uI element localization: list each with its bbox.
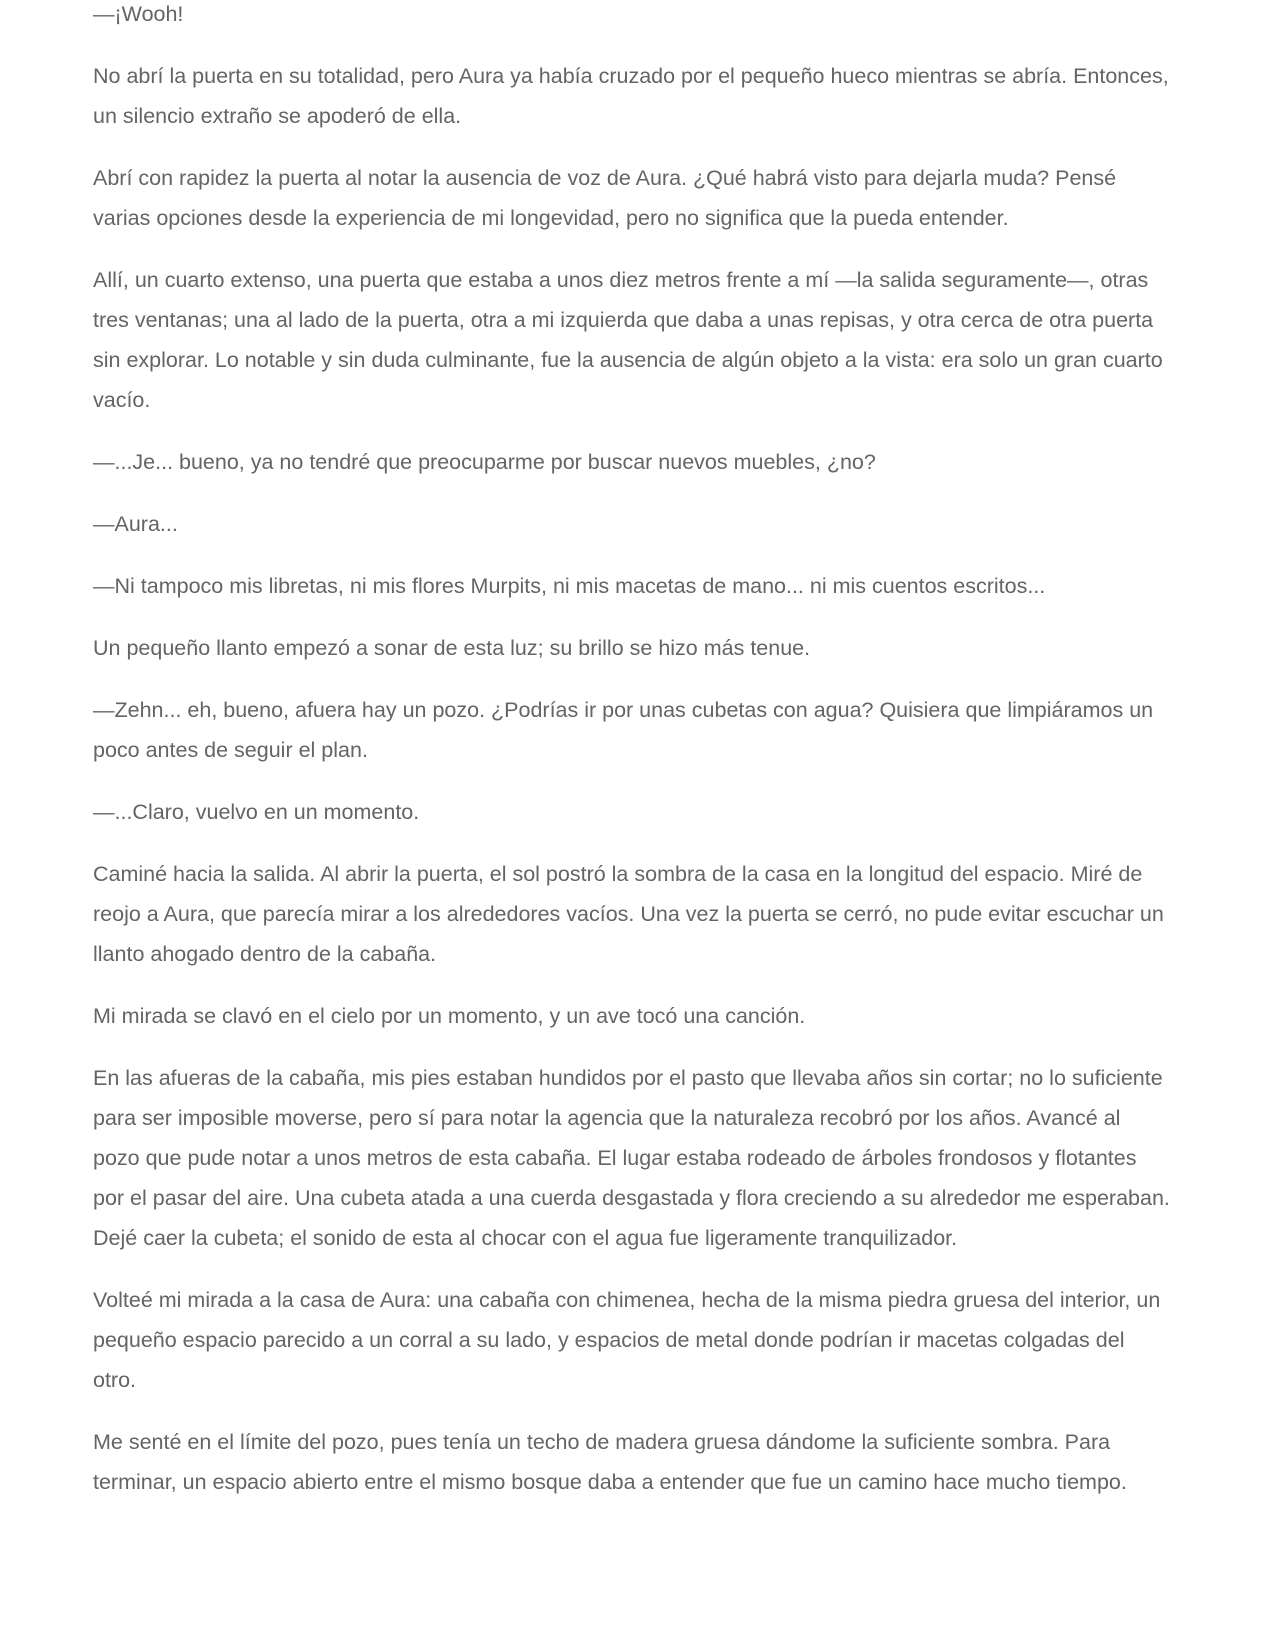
paragraph-4: Allí, un cuarto extenso, una puerta que estaba a unos diez metros frente a mí —la salida seguramente—, otras tres ventanas; una al lado de la puerta, otra a mi izquierda que daba a unas repisas, y otra cerca de otra puerta sin explorar. Lo notable y sin duda culminante, fue la ausencia de algún objeto a la vista: era solo un gran cuarto vacío. [93, 268, 1163, 412]
paragraph-5: —...Je... bueno, ya no tendré que preocuparme por buscar nuevos muebles, ¿no? [93, 450, 876, 474]
paragraph-12: Mi mirada se clavó en el cielo por un momento, y un ave tocó una canción. [93, 1004, 806, 1028]
paragraph-7: —Ni tampoco mis libretas, ni mis flores Murpits, ni mis macetas de mano... ni mis cuentos escritos... [93, 574, 1046, 598]
paragraph-15: Me senté en el límite del pozo, pues tenía un techo de madera gruesa dándome la suficiente sombra. Para terminar, un espacio abierto entre el mismo bosque daba a entender que fue un camino hace mucho tiempo. [93, 1430, 1127, 1494]
document-page [93, 0, 1173, 1524]
paragraph-8: Un pequeño llanto empezó a sonar de esta luz; su brillo se hizo más tenue. [93, 636, 811, 660]
paragraph-3: Abrí con rapidez la puerta al notar la ausencia de voz de Aura. ¿Qué habrá visto para dejarla muda? Pensé varias opciones desde la experiencia de mi longevidad, pero no significa que la pueda entender. [93, 166, 1117, 230]
paragraph-9: —Zehn... eh, bueno, afuera hay un pozo. ¿Podrías ir por unas cubetas con agua? Quisiera que limpiáramos un poco antes de seguir el plan. [93, 698, 1154, 762]
paragraph-11: Caminé hacia la salida. Al abrir la puerta, el sol postró la sombra de la casa en la longitud del espacio. Miré de reojo a Aura, que parecía mirar a los alrededores vacíos. Una vez la puerta se cerró, no pude evitar escuchar un llanto ahogado dentro de la cabaña. [93, 862, 1164, 966]
paragraph-1: —¡Wooh! [93, 2, 184, 26]
paragraph-2: No abrí la puerta en su totalidad, pero Aura ya había cruzado por el pequeño hueco mientras se abría. Entonces, un silencio extraño se apoderó de ella. [93, 64, 1169, 128]
paragraph-14: Volteé mi mirada a la casa de Aura: una cabaña con chimenea, hecha de la misma piedra gruesa del interior, un pequeño espacio parecido a un corral a su lado, y espacios de metal donde podrían ir macetas colgadas del otro. [93, 1288, 1161, 1392]
paragraph-13: En las afueras de la cabaña, mis pies estaban hundidos por el pasto que llevaba años sin cortar; no lo suficiente para ser imposible moverse, pero sí para notar la agencia que la naturaleza recobró por los años. Avancé al pozo que pude notar a unos metros de esta cabaña. El lugar estaba rodeado de árboles frondosos y flotantes por el pasar del aire. Una cubeta atada a una cuerda desgastada y flora creciendo a su alrededor me esperaban. Dejé caer la cubeta; el sonido de esta al chocar con el agua fue ligeramente tranquilizador. [93, 1066, 1170, 1250]
paragraph-10: —...Claro, vuelvo en un momento. [93, 800, 420, 824]
paragraph-6: —Aura... [93, 512, 178, 536]
